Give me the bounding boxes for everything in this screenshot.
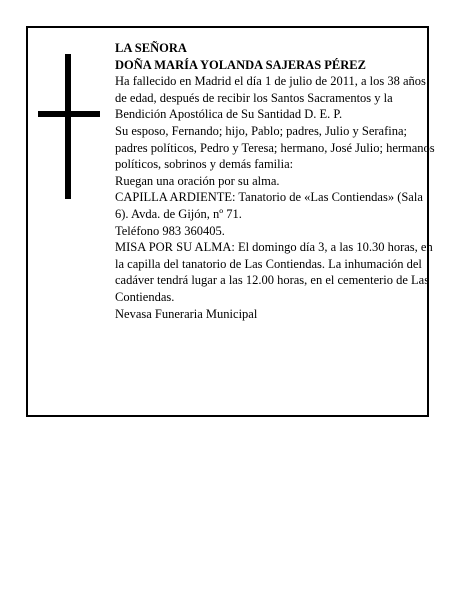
death-announcement: Ha fallecido en Madrid el día 1 de julio de 2011, a los 38 años de edad, después de recibir los Santos Sacramentos y la Bendición Apostólica de Su Santidad D. E. P. — [115, 74, 426, 122]
funeral-home-name: Nevasa Funeraria Municipal — [115, 306, 258, 321]
cross-icon — [38, 54, 100, 199]
obituary-notice-frame — [26, 26, 435, 417]
prayer-request: Ruegan una oración por su alma. — [115, 173, 280, 188]
funeral-chapel-info: CAPILLA ARDIENTE: Tanatorio de «Las Contiendas» (Sala 6). Avda. de Gijón, nº 71. — [115, 190, 423, 221]
cross-horizontal-bar — [38, 111, 100, 117]
deceased-name: DOÑA MARÍA YOLANDA SAJERAS PÉREZ — [115, 57, 366, 72]
phone-number: Teléfono 983 360405. — [115, 223, 225, 238]
deceased-title: LA SEÑORA — [115, 41, 187, 55]
obituary-text — [115, 40, 435, 322]
cross-vertical-bar — [65, 54, 71, 199]
family-list: Su esposo, Fernando; hijo, Pablo; padres, Julio y Serafina; padres políticos, Pedro y Teresa; hermano, José Julio; hermanos políticos, sobrinos y demás familia: — [115, 123, 435, 172]
mass-and-burial-info: MISA POR SU ALMA: El domingo día 3, a las 10.30 horas, en la capilla del tanatorio de Las Contiendas. La inhumación del cadáver tendrá lugar a las 12.00 horas, en el cementerio de Las Contiendas. — [115, 240, 433, 304]
